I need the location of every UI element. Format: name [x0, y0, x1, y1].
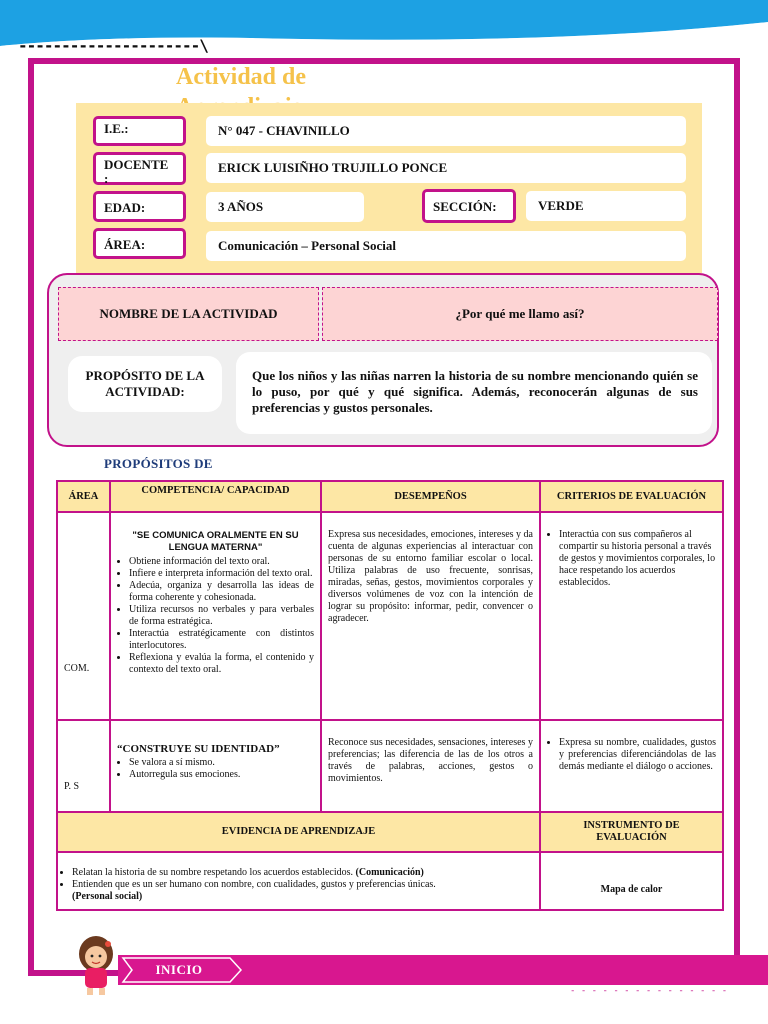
evidencia-tag: (Comunicación) [355, 867, 424, 878]
evidencia-text: Relatan la historia de su nombre respetando los acuerdos establecidos. [72, 867, 354, 878]
instrumento-header: INSTRUMENTO DE EVALUACIÓN [540, 812, 723, 852]
criterio-list-ps [547, 737, 716, 773]
ie-label: I.E.: [93, 116, 186, 146]
list-item: • Adecúa, organiza y desarrolla las ideas de forma coherente y cohesionada. [129, 580, 314, 604]
list-item: • Infiere e interpreta información del texto oral. [129, 568, 314, 580]
header-desempenos: DESEMPEÑOS [321, 481, 540, 512]
header-competencia: COMPETENCIA/ CAPACIDAD [110, 481, 321, 512]
dashed-line: ---------------------\ [18, 36, 208, 55]
table-header-row [57, 481, 723, 512]
seccion-value: VERDE [526, 191, 686, 221]
area-cell-com: COM. [57, 512, 110, 720]
evidencia-text: Entienden que es un ser humano con nombre, con cualidades, gustos y preferencias únicas. [72, 879, 436, 890]
purpose-value: Que los niños y las niñas narren la historia de su nombre mencionando quién se lo puso, por qué y qué significa. Además, reconocerán algunas de sus preferencias y gustos personales. [236, 352, 712, 434]
evidence-header-row [57, 812, 723, 852]
activity-name-value: ¿Por qué me llamo así? [322, 287, 718, 341]
list-item: • Obtiene información del texto oral. [129, 556, 314, 568]
criterio-cell-ps [540, 720, 723, 812]
activity-title: Actividad de [176, 64, 307, 90]
header-criterios: CRITERIOS DE EVALUACIÓN [540, 481, 723, 512]
evidencia-header: EVIDENCIA DE APRENDIZAJE [57, 812, 540, 852]
competencia-title-ps: “CONSTRUYE SU IDENTIDAD” [117, 743, 280, 755]
edad-value: 3 AÑOS [206, 192, 364, 222]
capacidades-list-ps [117, 757, 314, 781]
list-item: • Se valora a sí mismo. [129, 757, 314, 769]
seccion-label: SECCIÓN: [422, 189, 516, 223]
instrumento-cell: Mapa de calor [540, 852, 723, 910]
docente-value: ERICK LUISIÑHO TRUJILLO PONCE [206, 153, 686, 183]
competencia-cell-com [110, 512, 321, 720]
area-label: ÁREA: [93, 228, 186, 259]
evidence-row [57, 852, 723, 910]
list-item [72, 879, 533, 903]
activity-name-label: NOMBRE DE LA ACTIVIDAD [58, 287, 319, 341]
competencia-cell-ps [110, 720, 321, 812]
purposes-table [56, 480, 724, 911]
evidencia-tag: (Personal social) [72, 891, 143, 902]
ie-value: N° 047 - CHAVINILLO [206, 116, 686, 146]
bottom-dashes: - - - - - - - - - - - - - - - [570, 986, 728, 996]
list-item [72, 867, 533, 879]
criterio-cell-com [540, 512, 723, 720]
desempeno-cell-ps: Reconoce sus necesidades, sensaciones, intereses y preferencias; las diferencia de las de los otros a través de palabras, acciones, gestos o movimientos. [321, 720, 540, 812]
propositos-title: PROPÓSITOS DE [104, 456, 213, 471]
area-value: Comunicación – Personal Social [206, 231, 686, 261]
header-area: ÁREA [57, 481, 110, 512]
area-cell-ps: P. S [57, 720, 110, 812]
capacidades-list-com [117, 556, 314, 676]
desempeno-cell-com: Expresa sus necesidades, emociones, intereses y da cuenta de algunas experiencias al interactuar con personas de su entorno familiar escolar o local. Utiliza palabras de uso frecuente, sonrisas, miradas, señas, gestos, movimientos corporales y diversos volúmenes de voz con la intención de lograr su propósito: informar, pedir, convencer o agradecer. [321, 512, 540, 720]
list-item: • Expresa su nombre, cualidades, gustos y preferencias diferenciándolas de las demás mediante el diálogo o acciones. [559, 737, 716, 773]
evidencia-cell [57, 852, 540, 910]
table-row [57, 512, 723, 720]
criterio-list-com [547, 529, 716, 589]
list-item: • Autorregula sus emociones. [129, 769, 314, 781]
competencia-title-com: "SE COMUNICA ORALMENTE EN SU LENGUA MATERNA" [132, 530, 299, 553]
list-item: • Interactúa con sus compañeros al compartir su historia personal a través de gestos y movimientos corporales, lo hace respetando los acuerdos establecidos. [559, 529, 716, 589]
evidencia-list [60, 867, 533, 903]
list-item: • Utiliza recursos no verbales y para verbales de forma estratégica. [129, 604, 314, 628]
table-row [57, 720, 723, 812]
girl-illustration-icon [72, 934, 120, 996]
inicio-label: INICIO [155, 962, 203, 977]
docente-label: DOCENTE : [93, 152, 186, 185]
edad-label: EDAD: [93, 191, 186, 222]
purpose-label: PROPÓSITO DE LA ACTIVIDAD: [68, 356, 222, 412]
list-item: • Interactúa estratégicamente con distintos interlocutores. [129, 628, 314, 652]
list-item: • Reflexiona y evalúa la forma, el contenido y contexto del texto oral. [129, 652, 314, 676]
